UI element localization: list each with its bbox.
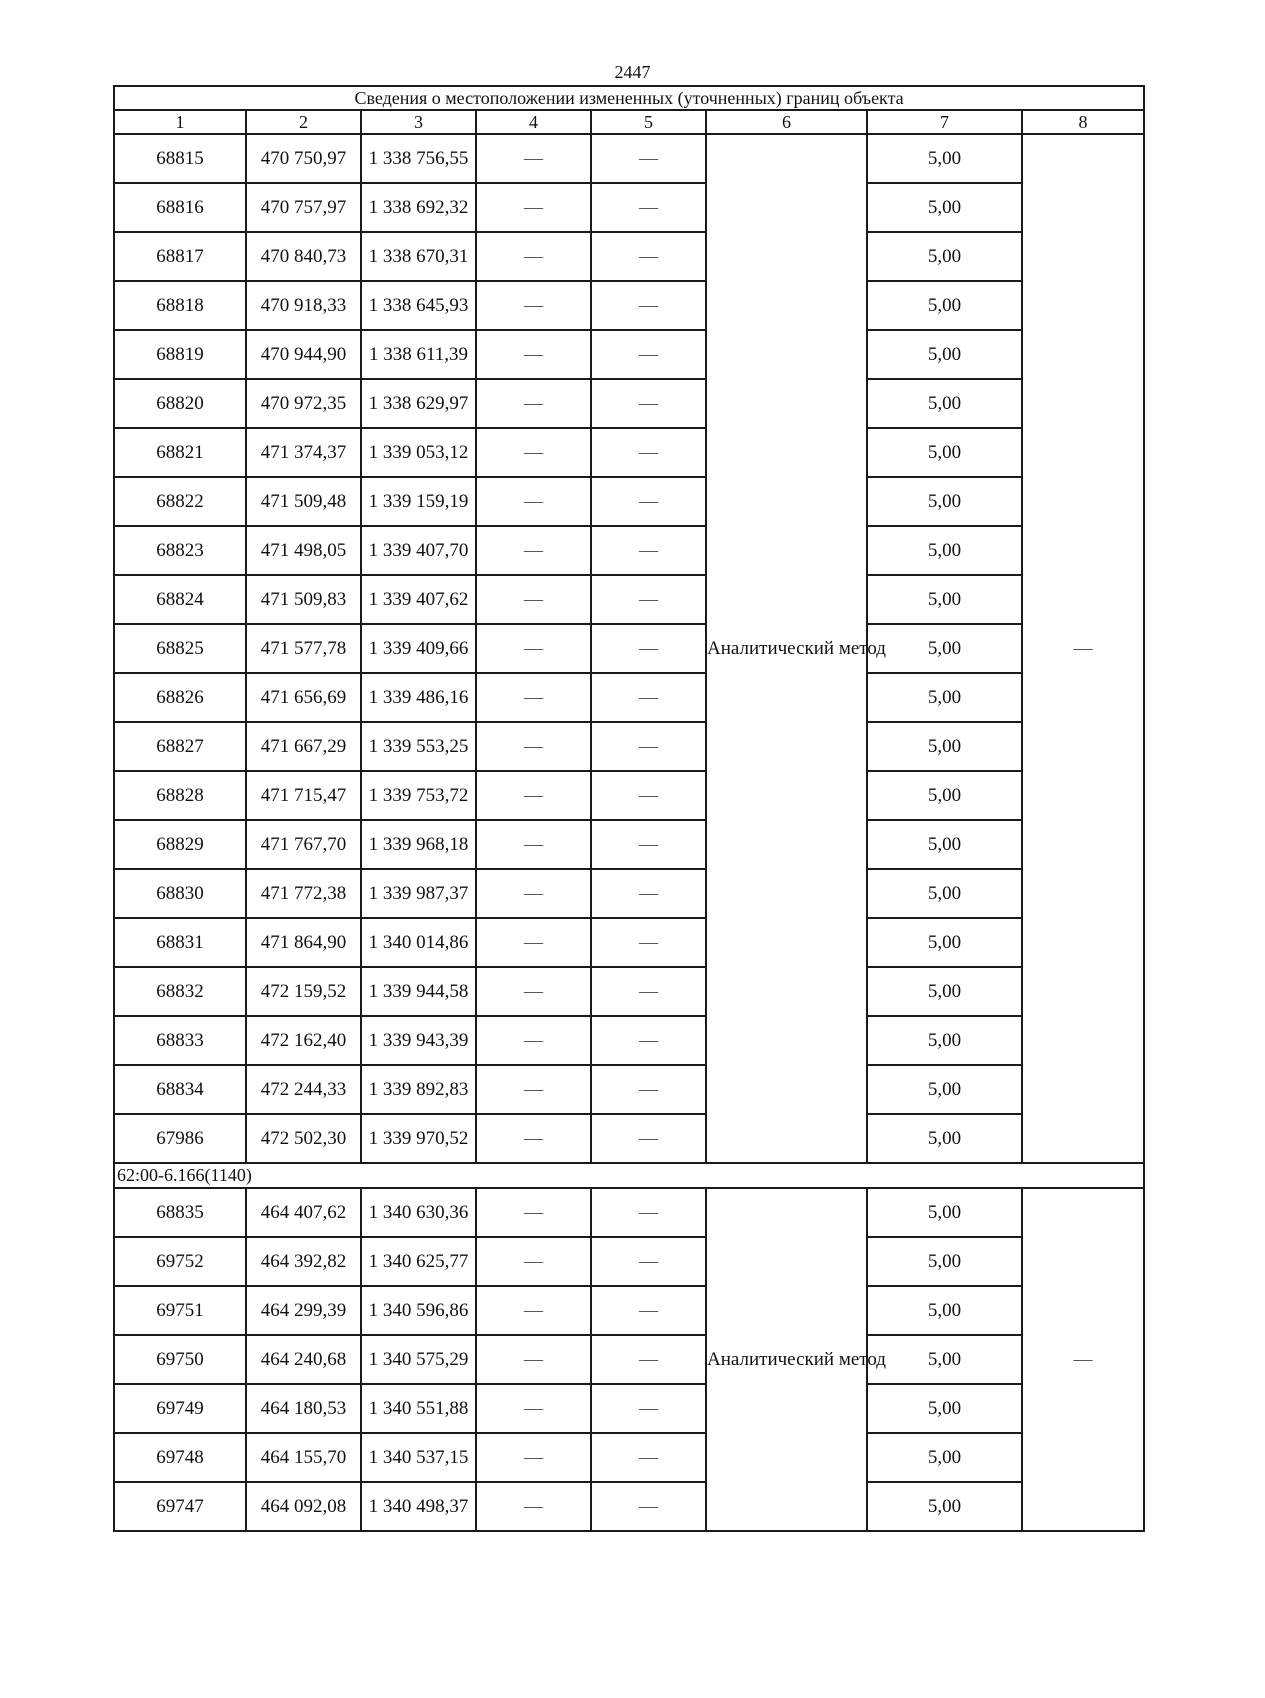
column-5-cell: — [591, 1188, 706, 1237]
column-4-cell: — [476, 1188, 591, 1237]
coordinate-x-cell: 470 944,90 [246, 330, 361, 379]
coordinate-y-cell: 1 338 611,39 [361, 330, 476, 379]
point-number-cell: 68834 [114, 1065, 246, 1114]
coordinate-x-cell: 470 750,97 [246, 134, 361, 183]
table-row [114, 1433, 1144, 1482]
table-row [114, 134, 1144, 183]
coordinate-x-cell: 464 240,68 [246, 1335, 361, 1384]
accuracy-cell: 5,00 [867, 330, 1022, 379]
table-body [114, 86, 1144, 1531]
coordinate-y-cell: 1 339 970,52 [361, 1114, 476, 1163]
coordinate-y-cell: 1 339 409,66 [361, 624, 476, 673]
point-number-cell: 69750 [114, 1335, 246, 1384]
table-row [114, 1016, 1144, 1065]
column-4-cell: — [476, 1237, 591, 1286]
point-number-cell: 68833 [114, 1016, 246, 1065]
page-number: 2447 [614, 62, 651, 82]
column-5-cell: — [591, 134, 706, 183]
accuracy-cell: 5,00 [867, 1384, 1022, 1433]
accuracy-cell: 5,00 [867, 918, 1022, 967]
column-header: 4 [476, 110, 591, 134]
coordinate-x-cell: 471 715,47 [246, 771, 361, 820]
accuracy-cell: 5,00 [867, 1114, 1022, 1163]
point-number-cell: 69749 [114, 1384, 246, 1433]
point-number-cell: 68823 [114, 526, 246, 575]
coordinate-y-cell: 1 340 625,77 [361, 1237, 476, 1286]
coordinate-y-cell: 1 339 553,25 [361, 722, 476, 771]
column-5-cell: — [591, 477, 706, 526]
column-header: 2 [246, 110, 361, 134]
point-number-cell: 68830 [114, 869, 246, 918]
column-5-cell: — [591, 281, 706, 330]
table-row [114, 428, 1144, 477]
coordinate-y-cell: 1 340 014,86 [361, 918, 476, 967]
point-number-cell: 68826 [114, 673, 246, 722]
table-row [114, 1114, 1144, 1163]
column-5-cell: — [591, 232, 706, 281]
column-header: 6 [706, 110, 867, 134]
column-4-cell: — [476, 918, 591, 967]
column-4-cell: — [476, 575, 591, 624]
coordinate-y-cell: 1 340 537,15 [361, 1433, 476, 1482]
table-row [114, 1384, 1144, 1433]
coordinate-y-cell: 1 339 753,72 [361, 771, 476, 820]
accuracy-cell: 5,00 [867, 967, 1022, 1016]
column-4-cell: — [476, 624, 591, 673]
boundary-coordinates-table [113, 85, 1145, 1532]
column-5-cell: — [591, 1286, 706, 1335]
column-5-cell: — [591, 1335, 706, 1384]
table-row [114, 624, 1144, 673]
coordinate-x-cell: 464 392,82 [246, 1237, 361, 1286]
table-title-row [114, 86, 1144, 110]
table-row [114, 1482, 1144, 1531]
column-5-cell: — [591, 1065, 706, 1114]
column-4-cell: — [476, 477, 591, 526]
column-5-cell: — [591, 526, 706, 575]
point-number-cell: 68815 [114, 134, 246, 183]
column-4-cell: — [476, 771, 591, 820]
accuracy-cell: 5,00 [867, 820, 1022, 869]
coordinate-y-cell: 1 340 498,37 [361, 1482, 476, 1531]
table-row [114, 1286, 1144, 1335]
coordinate-x-cell: 471 509,83 [246, 575, 361, 624]
coordinate-y-cell: 1 338 756,55 [361, 134, 476, 183]
coordinate-y-cell: 1 340 575,29 [361, 1335, 476, 1384]
accuracy-cell: 5,00 [867, 1286, 1022, 1335]
column-8-cell: — [1022, 1188, 1144, 1531]
table-row [114, 967, 1144, 1016]
column-5-cell: — [591, 1482, 706, 1531]
coordinate-y-cell: 1 339 159,19 [361, 477, 476, 526]
coordinate-x-cell: 471 667,29 [246, 722, 361, 771]
column-4-cell: — [476, 134, 591, 183]
point-number-cell: 68835 [114, 1188, 246, 1237]
section-label: 62:00-6.166(1140) [114, 1163, 1144, 1188]
coordinate-y-cell: 1 338 629,97 [361, 379, 476, 428]
column-8-cell: — [1022, 134, 1144, 1163]
coordinate-x-cell: 471 509,48 [246, 477, 361, 526]
accuracy-cell: 5,00 [867, 1237, 1022, 1286]
accuracy-cell: 5,00 [867, 1188, 1022, 1237]
point-number-cell: 68817 [114, 232, 246, 281]
accuracy-cell: 5,00 [867, 673, 1022, 722]
coordinate-y-cell: 1 339 486,16 [361, 673, 476, 722]
point-number-cell: 68816 [114, 183, 246, 232]
column-5-cell: — [591, 330, 706, 379]
coordinate-x-cell: 472 244,33 [246, 1065, 361, 1114]
point-number-cell: 68829 [114, 820, 246, 869]
point-number-cell: 68818 [114, 281, 246, 330]
accuracy-cell: 5,00 [867, 134, 1022, 183]
accuracy-cell: 5,00 [867, 722, 1022, 771]
coordinate-y-cell: 1 339 407,62 [361, 575, 476, 624]
accuracy-cell: 5,00 [867, 428, 1022, 477]
coordinate-x-cell: 471 498,05 [246, 526, 361, 575]
coordinate-x-cell: 471 577,78 [246, 624, 361, 673]
column-5-cell: — [591, 918, 706, 967]
column-4-cell: — [476, 330, 591, 379]
point-number-cell: 69752 [114, 1237, 246, 1286]
coordinate-y-cell: 1 339 943,39 [361, 1016, 476, 1065]
column-5-cell: — [591, 575, 706, 624]
table-row [114, 1335, 1144, 1384]
column-4-cell: — [476, 722, 591, 771]
point-number-cell: 68825 [114, 624, 246, 673]
column-4-cell: — [476, 428, 591, 477]
column-header: 3 [361, 110, 476, 134]
column-4-cell: — [476, 1065, 591, 1114]
column-5-cell: — [591, 183, 706, 232]
table-row [114, 820, 1144, 869]
table-row [114, 330, 1144, 379]
accuracy-cell: 5,00 [867, 281, 1022, 330]
column-header: 8 [1022, 110, 1144, 134]
point-number-cell: 69751 [114, 1286, 246, 1335]
accuracy-cell: 5,00 [867, 379, 1022, 428]
column-5-cell: — [591, 624, 706, 673]
column-5-cell: — [591, 1237, 706, 1286]
column-5-cell: — [591, 1384, 706, 1433]
column-4-cell: — [476, 183, 591, 232]
point-number-cell: 68822 [114, 477, 246, 526]
coordinate-y-cell: 1 338 692,32 [361, 183, 476, 232]
table-row [114, 183, 1144, 232]
point-number-cell: 68832 [114, 967, 246, 1016]
column-5-cell: — [591, 1114, 706, 1163]
coordinate-y-cell: 1 339 944,58 [361, 967, 476, 1016]
coordinate-x-cell: 464 299,39 [246, 1286, 361, 1335]
point-number-cell: 68824 [114, 575, 246, 624]
point-number-cell: 69748 [114, 1433, 246, 1482]
coordinate-x-cell: 471 772,38 [246, 869, 361, 918]
column-4-cell: — [476, 1482, 591, 1531]
accuracy-cell: 5,00 [867, 575, 1022, 624]
coordinate-y-cell: 1 340 630,36 [361, 1188, 476, 1237]
coordinate-y-cell: 1 340 551,88 [361, 1384, 476, 1433]
column-4-cell: — [476, 379, 591, 428]
coordinate-x-cell: 470 972,35 [246, 379, 361, 428]
column-4-cell: — [476, 526, 591, 575]
point-number-cell: 68821 [114, 428, 246, 477]
table-row [114, 918, 1144, 967]
column-5-cell: — [591, 1433, 706, 1482]
column-header: 1 [114, 110, 246, 134]
table-row [114, 379, 1144, 428]
column-4-cell: — [476, 281, 591, 330]
column-4-cell: — [476, 1384, 591, 1433]
column-5-cell: — [591, 673, 706, 722]
column-5-cell: — [591, 820, 706, 869]
coordinate-y-cell: 1 339 892,83 [361, 1065, 476, 1114]
coordinate-y-cell: 1 339 407,70 [361, 526, 476, 575]
table-row [114, 1237, 1144, 1286]
accuracy-cell: 5,00 [867, 526, 1022, 575]
coordinate-y-cell: 1 339 968,18 [361, 820, 476, 869]
table-row [114, 1065, 1144, 1114]
column-5-cell: — [591, 379, 706, 428]
coordinate-x-cell: 471 374,37 [246, 428, 361, 477]
table-row [114, 477, 1144, 526]
table-row [114, 722, 1144, 771]
column-4-cell: — [476, 232, 591, 281]
column-4-cell: — [476, 967, 591, 1016]
coordinate-x-cell: 470 840,73 [246, 232, 361, 281]
column-4-cell: — [476, 1335, 591, 1384]
coordinate-x-cell: 470 918,33 [246, 281, 361, 330]
coordinate-x-cell: 472 502,30 [246, 1114, 361, 1163]
coordinate-x-cell: 471 767,70 [246, 820, 361, 869]
coordinate-y-cell: 1 338 645,93 [361, 281, 476, 330]
column-5-cell: — [591, 1016, 706, 1065]
accuracy-cell: 5,00 [867, 869, 1022, 918]
coordinate-x-cell: 471 656,69 [246, 673, 361, 722]
accuracy-cell: 5,00 [867, 1065, 1022, 1114]
section-label-row [114, 1163, 1144, 1188]
accuracy-cell: 5,00 [867, 624, 1022, 673]
accuracy-cell: 5,00 [867, 1482, 1022, 1531]
table-row [114, 771, 1144, 820]
table-row [114, 869, 1144, 918]
coordinate-x-cell: 464 407,62 [246, 1188, 361, 1237]
point-number-cell: 68831 [114, 918, 246, 967]
point-number-cell: 68819 [114, 330, 246, 379]
column-header: 7 [867, 110, 1022, 134]
column-4-cell: — [476, 820, 591, 869]
table-row [114, 1188, 1144, 1237]
coordinate-x-cell: 472 162,40 [246, 1016, 361, 1065]
point-number-cell: 67986 [114, 1114, 246, 1163]
column-4-cell: — [476, 869, 591, 918]
accuracy-cell: 5,00 [867, 477, 1022, 526]
coordinate-x-cell: 464 092,08 [246, 1482, 361, 1531]
column-4-cell: — [476, 1433, 591, 1482]
point-number-cell: 69747 [114, 1482, 246, 1531]
table-row [114, 526, 1144, 575]
coordinate-x-cell: 464 180,53 [246, 1384, 361, 1433]
column-4-cell: — [476, 1016, 591, 1065]
coordinate-y-cell: 1 339 987,37 [361, 869, 476, 918]
accuracy-cell: 5,00 [867, 183, 1022, 232]
table-row [114, 673, 1144, 722]
column-header-row [114, 110, 1144, 134]
table-row [114, 232, 1144, 281]
coordinate-y-cell: 1 339 053,12 [361, 428, 476, 477]
accuracy-cell: 5,00 [867, 232, 1022, 281]
column-5-cell: — [591, 771, 706, 820]
coordinate-y-cell: 1 338 670,31 [361, 232, 476, 281]
table-title: Сведения о местоположении измененных (уточненных) границ объекта [114, 86, 1144, 110]
coordinate-x-cell: 471 864,90 [246, 918, 361, 967]
point-number-cell: 68820 [114, 379, 246, 428]
accuracy-cell: 5,00 [867, 771, 1022, 820]
column-5-cell: — [591, 869, 706, 918]
column-4-cell: — [476, 673, 591, 722]
coordinate-x-cell: 472 159,52 [246, 967, 361, 1016]
coordinate-x-cell: 470 757,97 [246, 183, 361, 232]
column-4-cell: — [476, 1286, 591, 1335]
coordinate-x-cell: 464 155,70 [246, 1433, 361, 1482]
point-number-cell: 68827 [114, 722, 246, 771]
table-row [114, 575, 1144, 624]
column-5-cell: — [591, 722, 706, 771]
table-row [114, 281, 1144, 330]
column-4-cell: — [476, 1114, 591, 1163]
coordinate-y-cell: 1 340 596,86 [361, 1286, 476, 1335]
accuracy-cell: 5,00 [867, 1016, 1022, 1065]
accuracy-cell: 5,00 [867, 1335, 1022, 1384]
column-header: 5 [591, 110, 706, 134]
method-cell: Аналитический метод [706, 1188, 867, 1531]
column-5-cell: — [591, 428, 706, 477]
point-number-cell: 68828 [114, 771, 246, 820]
column-5-cell: — [591, 967, 706, 1016]
method-cell: Аналитический метод [706, 134, 867, 1163]
accuracy-cell: 5,00 [867, 1433, 1022, 1482]
